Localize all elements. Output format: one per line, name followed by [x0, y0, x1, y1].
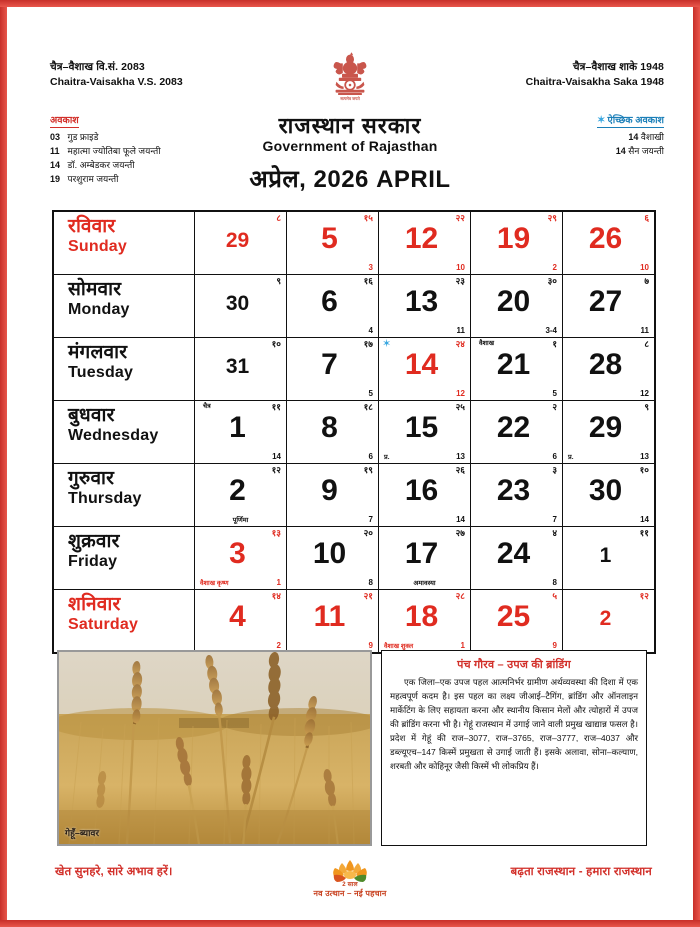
tithi-number: ६ [644, 213, 649, 223]
calendar-row [53, 464, 655, 527]
date-number: 25 [496, 600, 531, 633]
date-note-left: प्र. [384, 453, 390, 461]
vikram-samvat-hi: चैत्र–वैशाख वि.सं. 2083 [50, 61, 145, 73]
date-cell-inner[interactable] [471, 401, 562, 463]
day-label-cell [53, 590, 195, 654]
date-cell[interactable] [471, 401, 563, 464]
date-cell[interactable] [287, 464, 379, 527]
holiday-day: 19 [50, 174, 61, 185]
date-cell-inner[interactable] [563, 401, 654, 463]
calendar-grid [52, 210, 656, 654]
date-cell-inner[interactable] [471, 338, 562, 400]
saka-era-en: Chaitra-Vaisakha Saka 1948 [525, 76, 664, 89]
wheat-photo-illustration [59, 652, 370, 844]
date-note-center: अमावस्या [413, 579, 436, 587]
tithi-number: १९ [363, 465, 373, 475]
date-cell[interactable] [379, 401, 471, 464]
date-cell-inner[interactable] [287, 590, 378, 652]
page-footer [10, 858, 690, 910]
date-cell-inner[interactable] [563, 590, 654, 652]
date-number: 3 [229, 537, 246, 570]
day-name-hi: शुक्रवार [68, 531, 120, 552]
date-note-center: पूर्णिमा [232, 516, 249, 524]
date-cell-inner[interactable] [195, 338, 286, 400]
date-number: 23 [496, 474, 531, 507]
calendar-body [53, 211, 655, 653]
secondary-number: 14 [640, 515, 649, 524]
date-cell[interactable] [379, 211, 471, 275]
date-number: 11 [313, 600, 346, 633]
page-header [10, 52, 690, 212]
secondary-number: 2 [276, 641, 281, 650]
date-cell-inner[interactable] [563, 275, 654, 337]
tithi-number: १७ [363, 339, 373, 349]
article-body: एक जिला–एक उपज पहल आत्मनिर्भर ग्रामीण अर्थव्यवस्था की दिशा में एक महत्वपूर्ण कदम है। इस पहल का लक्ष्य जीआई–टैगिंग, ब्रांडिंग और ऑनलाइन मार्केटिंग के लिए सहायता करना और स्थानीय किसान मेलों और त्योहारों में उपज की ब्रांडिंग करना भी है। गेहूं राजस्थान में उगाई जाने वाली प्रमुख खाद्यान्न फसल है। प्रदेश में गेहूं की राज–3077, राज–3765, राज–3777, राज–4037 और डब्ल्यूएच–147 किस्में प्रमुखता से उगाई जाती हैं। इसके अलावा, सोना–कल्याण, शरबती और कोहिनूर जैसी किस्में भी लोकप्रिय हैं। [390, 677, 638, 771]
date-number: 30 [588, 474, 623, 507]
optional-holiday-item [434, 131, 664, 145]
secondary-number: 12 [456, 389, 465, 398]
secondary-number: 8 [368, 578, 373, 587]
date-cell-inner[interactable] [471, 275, 562, 337]
day-name-en: Monday [68, 300, 130, 318]
calendar-row [53, 527, 655, 590]
tithi-number: १२ [639, 591, 649, 601]
day-label-cell [53, 338, 195, 401]
date-number: 17 [404, 537, 439, 570]
border-left [0, 0, 7, 927]
optional-holiday-name: सैन जयन्ती [628, 146, 664, 157]
date-cell[interactable] [287, 590, 379, 654]
date-cell[interactable] [471, 211, 563, 275]
secondary-number: 7 [552, 515, 557, 524]
tithi-month-label: वैशाख [479, 340, 495, 347]
date-number: 8 [321, 411, 338, 444]
date-cell[interactable] [195, 401, 287, 464]
date-cell[interactable] [471, 590, 563, 654]
day-name-hi: बुधवार [68, 405, 115, 426]
secondary-number: 13 [456, 452, 465, 461]
calendar-row [53, 338, 655, 401]
secondary-number: 4 [368, 326, 373, 335]
date-number: 28 [588, 348, 623, 381]
tithi-number: २४ [455, 339, 465, 349]
tithi-number: २ [552, 402, 557, 412]
day-name-en: Saturday [68, 615, 139, 633]
date-number: 6 [321, 285, 338, 318]
secondary-number: 5 [552, 389, 557, 398]
date-cell[interactable] [379, 527, 471, 590]
date-number: 1 [599, 544, 612, 567]
tithi-number: ५ [552, 591, 557, 601]
day-name-en: Thursday [68, 489, 142, 507]
date-number: 7 [321, 348, 338, 381]
tithi-number: १५ [363, 213, 373, 223]
date-cell-inner[interactable] [471, 590, 562, 652]
day-label-cell [53, 275, 195, 338]
secondary-number: 2 [552, 263, 557, 272]
tithi-number: ८ [644, 339, 649, 349]
tithi-number: ३ [552, 465, 557, 475]
tithi-number: ११ [639, 528, 649, 538]
date-cell[interactable] [471, 275, 563, 338]
holiday-day: 03 [50, 132, 61, 143]
holiday-day: 11 [50, 146, 60, 157]
date-cell[interactable] [195, 275, 287, 338]
day-label-thursday [54, 464, 194, 526]
date-cell-inner[interactable] [287, 338, 378, 400]
tithi-number: १० [271, 339, 281, 349]
date-number: 10 [312, 537, 347, 570]
date-number: 14 [404, 348, 439, 381]
day-label-friday [54, 527, 194, 589]
tithi-number: २५ [455, 402, 465, 412]
date-cell[interactable] [287, 401, 379, 464]
secondary-number: 9 [368, 641, 373, 650]
day-name-en: Friday [68, 552, 118, 570]
tithi-number: १ [552, 339, 557, 349]
date-cell-inner[interactable] [471, 212, 562, 274]
date-cell-inner[interactable] [471, 527, 562, 589]
day-label-wednesday [54, 401, 194, 463]
date-cell-inner[interactable] [287, 464, 378, 526]
logo-years-text: 2 साल [342, 882, 358, 888]
date-number: 18 [404, 600, 439, 633]
holiday-name: परशुराम जयन्ती [67, 174, 119, 185]
date-cell-inner[interactable] [287, 401, 378, 463]
tithi-number: २६ [455, 465, 465, 475]
date-number: 29 [225, 229, 250, 252]
border-top [0, 0, 700, 7]
date-number: 30 [225, 292, 250, 315]
secondary-number: 10 [640, 263, 649, 272]
secondary-number: 11 [640, 326, 649, 335]
day-label-monday [54, 275, 194, 337]
date-cell[interactable] [563, 527, 656, 590]
date-cell-inner[interactable] [379, 401, 470, 463]
tithi-number: १० [639, 465, 649, 475]
date-number: 4 [229, 600, 246, 633]
article-panel [381, 650, 647, 846]
date-cell-inner[interactable] [195, 401, 286, 463]
tithi-number: ४ [552, 528, 557, 538]
date-number: 15 [404, 411, 439, 444]
secondary-number: 11 [456, 326, 465, 335]
secondary-number: 1 [460, 641, 465, 650]
calendar-row [53, 590, 655, 654]
tithi-number: १३ [271, 528, 281, 538]
tithi-month-label: चैत्र [203, 403, 211, 410]
date-cell-inner[interactable] [287, 527, 378, 589]
date-cell-inner[interactable] [471, 464, 562, 526]
calendar-row [53, 275, 655, 338]
day-name-en: Sunday [68, 237, 127, 255]
date-cell[interactable] [379, 590, 471, 654]
date-number: 22 [496, 411, 531, 444]
header-right-block [434, 60, 664, 159]
tithi-number: ३० [547, 276, 557, 286]
calendar-row [53, 211, 655, 275]
day-name-hi: मंगलवार [68, 342, 128, 363]
secondary-number: 8 [552, 578, 557, 587]
state-emblem-icon [326, 52, 374, 110]
date-number: 27 [588, 285, 623, 318]
date-cell[interactable] [287, 338, 379, 401]
date-number: 16 [404, 474, 439, 507]
day-label-sunday [54, 212, 194, 274]
date-cell[interactable] [195, 464, 287, 527]
date-number: 29 [588, 411, 623, 444]
secondary-number: 10 [456, 263, 465, 272]
day-label-cell [53, 464, 195, 527]
date-cell-inner[interactable] [379, 464, 470, 526]
tithi-number: १८ [363, 402, 373, 412]
date-cell[interactable] [471, 338, 563, 401]
secondary-number: 7 [368, 515, 373, 524]
date-cell[interactable] [563, 275, 656, 338]
optional-holiday-title-text: ऐच्छिक अवकाश [607, 115, 664, 127]
date-note-left: वैशाख कृष्ण [200, 579, 229, 587]
tithi-number: २३ [455, 276, 465, 286]
tithi-number: १२ [271, 465, 281, 475]
date-number: 20 [496, 285, 531, 318]
optional-holiday-list-title [597, 113, 664, 128]
footer-left-slogan: खेत सुनहरे, सारे अभाव हरें। [55, 866, 173, 878]
day-label-cell [53, 527, 195, 590]
tithi-number: ९ [644, 402, 649, 412]
date-cell-inner[interactable] [195, 527, 286, 589]
wheat-field-photo [57, 650, 372, 846]
date-cell[interactable] [195, 338, 287, 401]
date-cell-inner[interactable] [563, 527, 654, 589]
day-name-en: Wednesday [68, 426, 159, 444]
secondary-number: 12 [640, 389, 649, 398]
date-number: 2 [229, 474, 246, 507]
date-cell-inner[interactable] [287, 212, 378, 274]
logo-tagline: नव उत्थान – नई पहचान [313, 889, 387, 898]
secondary-number: 9 [552, 641, 557, 650]
tithi-number: १६ [363, 276, 373, 286]
day-name-hi: शनिवार [68, 594, 121, 615]
tithi-number: २२ [455, 213, 465, 223]
date-cell[interactable] [287, 275, 379, 338]
secondary-number: 14 [456, 515, 465, 524]
tithi-number: ११ [271, 402, 281, 412]
saka-era-hi: चैत्र–वैशाख शाके 1948 [572, 61, 664, 73]
date-cell-inner[interactable] [195, 590, 286, 652]
vikram-samvat-en: Chaitra-Vaisakha V.S. 2083 [50, 76, 183, 89]
government-name-en: Government of Rajasthan [262, 138, 438, 155]
emblem-motto-text: सत्यमेव जयते [340, 96, 360, 102]
secondary-number: 1 [276, 578, 281, 587]
date-cell-inner[interactable] [287, 275, 378, 337]
date-cell[interactable] [379, 338, 471, 401]
secondary-number: 14 [272, 452, 281, 461]
date-cell[interactable] [379, 275, 471, 338]
optional-holiday-list [434, 110, 664, 159]
government-name-hi: राजस्थान सरकार [278, 113, 422, 138]
date-cell-inner[interactable] [563, 212, 654, 274]
date-cell-inner[interactable] [379, 590, 470, 652]
date-cell[interactable] [563, 464, 656, 527]
date-cell-inner[interactable] [379, 212, 470, 274]
optional-holiday-name: वैशाखी [640, 132, 664, 143]
tithi-number: ९ [276, 276, 281, 286]
date-cell[interactable] [195, 590, 287, 654]
photo-caption: गेहूँ–ब्यावर [65, 828, 100, 838]
day-label-saturday [54, 590, 194, 652]
tithi-number: ७ [644, 276, 649, 286]
calendar-row [53, 401, 655, 464]
date-cell[interactable] [471, 527, 563, 590]
secondary-number: 6 [552, 452, 557, 461]
secondary-number: 13 [640, 452, 649, 461]
day-label-cell [53, 211, 195, 275]
star-icon: ✶ [597, 115, 606, 127]
holiday-name: गुड फ्राइडे [67, 132, 99, 143]
tithi-number: २० [363, 528, 373, 538]
optional-holiday-item [434, 145, 664, 159]
date-number: 19 [496, 222, 531, 255]
border-bottom [0, 920, 700, 927]
tithi-number: २१ [363, 591, 373, 601]
tithi-number: २७ [455, 528, 465, 538]
date-cell-inner[interactable] [195, 275, 286, 337]
date-number: 26 [588, 222, 623, 255]
tithi-number: २९ [547, 213, 557, 223]
date-number: 2 [599, 607, 612, 630]
month-title: अप्रेल, 2026 APRIL [249, 166, 451, 194]
day-name-hi: सोमवार [68, 279, 122, 300]
date-cell[interactable] [195, 211, 287, 275]
date-number: 9 [321, 474, 338, 507]
tithi-number: १४ [271, 591, 281, 601]
date-number: 24 [496, 537, 531, 570]
optional-holiday-day: 14 [615, 146, 626, 157]
holiday-list-title: अवकाश [50, 115, 79, 127]
date-cell[interactable] [563, 211, 656, 275]
optional-holiday-star-icon: ✶ [382, 338, 392, 350]
day-label-tuesday [54, 338, 194, 400]
day-name-hi: रविवार [68, 216, 116, 237]
date-cell[interactable] [195, 527, 287, 590]
optional-holiday-day: 14 [628, 132, 639, 143]
day-label-cell [53, 401, 195, 464]
date-cell-inner[interactable] [379, 527, 470, 589]
date-cell[interactable] [563, 590, 656, 654]
date-cell-inner[interactable] [379, 338, 470, 400]
tithi-number: २८ [455, 591, 465, 601]
secondary-number: 3-4 [545, 326, 557, 335]
holiday-name: डॉ. अम्बेडकर जयन्ती [67, 160, 135, 171]
date-number: 1 [229, 411, 246, 444]
date-cell-inner[interactable] [563, 338, 654, 400]
date-number: 5 [321, 222, 338, 255]
date-cell[interactable] [287, 211, 379, 275]
holiday-day: 14 [50, 160, 61, 171]
date-cell[interactable] [471, 464, 563, 527]
tithi-number: ८ [276, 213, 281, 223]
border-right [693, 0, 700, 927]
date-number: 31 [225, 355, 250, 378]
date-note-left: वैशाख शुक्ल [384, 642, 414, 650]
day-name-en: Tuesday [68, 363, 134, 381]
footer-right-slogan: बढ़ता राजस्थान - हमारा राजस्थान [510, 866, 652, 878]
date-cell[interactable] [563, 338, 656, 401]
date-cell-inner[interactable] [195, 464, 286, 526]
date-cell-inner[interactable] [379, 275, 470, 337]
secondary-number: 5 [368, 389, 373, 398]
date-cell[interactable] [287, 527, 379, 590]
article-title: पंच गौरव – उपज की ब्रांडिंग [457, 659, 571, 671]
date-number: 21 [496, 348, 531, 381]
date-cell-inner[interactable] [563, 464, 654, 526]
day-name-hi: गुरुवार [68, 468, 115, 489]
secondary-number: 6 [368, 452, 373, 461]
date-cell[interactable] [379, 464, 471, 527]
secondary-number: 3 [368, 263, 373, 272]
holiday-name: महात्मा ज्योतिबा फूले जयन्ती [67, 146, 161, 157]
date-cell[interactable] [563, 401, 656, 464]
date-cell-inner[interactable] [195, 212, 286, 274]
date-number: 13 [404, 285, 439, 318]
date-number: 12 [404, 222, 439, 255]
date-note-left: प्र. [568, 453, 574, 461]
